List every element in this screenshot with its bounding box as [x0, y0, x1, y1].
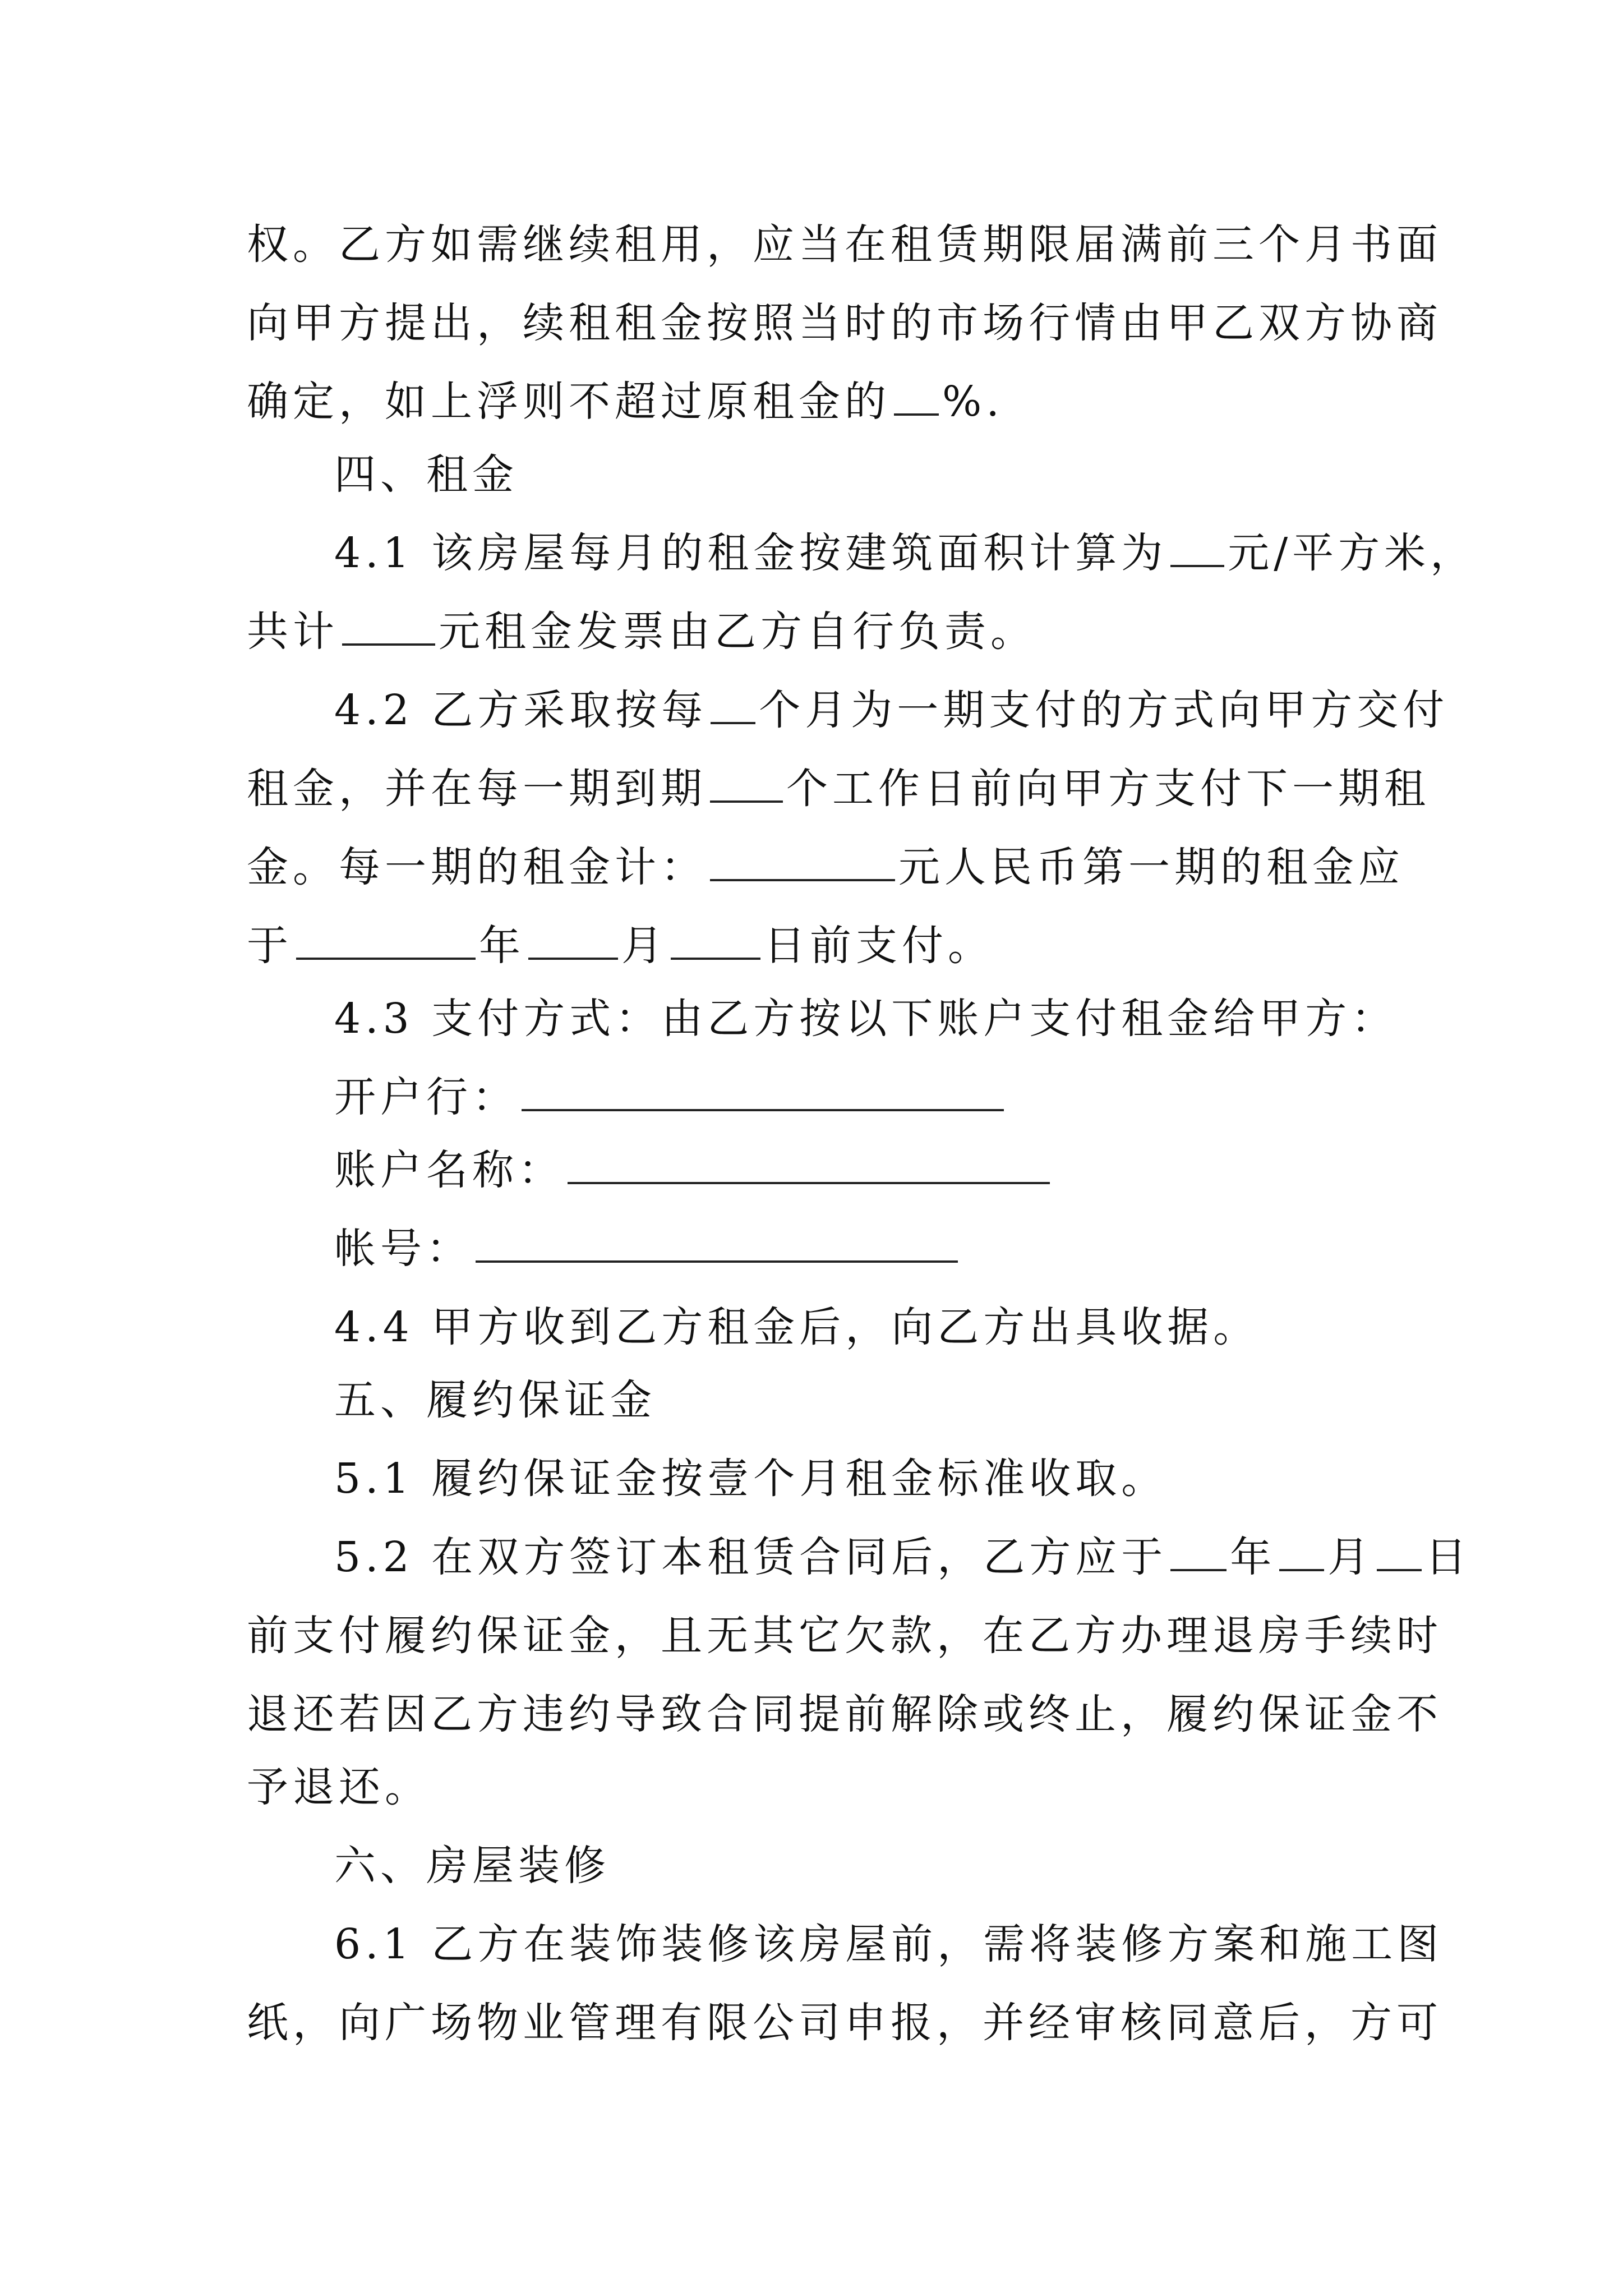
heading-text: 六、房屋装修 [334, 1842, 610, 1890]
line-text: 日前支付。 [764, 922, 994, 970]
fill-blank [710, 757, 783, 803]
section-heading [334, 435, 1478, 514]
line-text: 于 [247, 922, 293, 970]
account-name-line [334, 1131, 1478, 1209]
paragraph-line [247, 205, 1442, 284]
clause-line [334, 514, 1478, 592]
line-text: 5.2 在双方签订本租赁合同后，乙方应于 [334, 1533, 1168, 1581]
line-text: 予退还。 [247, 1763, 431, 1811]
field-label: 帐号： [334, 1225, 472, 1273]
line-text: 4.3 支付方式：由乙方按以下账户支付租金给甲方： [334, 995, 1398, 1043]
paragraph-line [247, 1984, 1442, 2062]
line-text: 元/平方米， [1228, 529, 1477, 577]
fill-blank [296, 914, 476, 960]
line-text: 前支付履约保证金，且无其它欠款，在乙方办理退房手续时 [247, 1612, 1442, 1660]
line-text: %. [942, 378, 1004, 426]
paragraph-line [247, 1675, 1442, 1754]
line-text: 4.4 甲方收到乙方租金后，向乙方出具收据。 [334, 1303, 1260, 1351]
fill-blank [476, 1217, 958, 1263]
line-text: 共计 [247, 608, 339, 656]
line-text: 金。每一期的租金计： [247, 843, 707, 891]
clause-line [334, 979, 1478, 1058]
line-text: 租金，并在每一期到期 [247, 765, 707, 813]
clause-line [334, 1439, 1478, 1518]
line-text: 确定，如上浮则不超过原租金的 [247, 378, 891, 426]
section-heading [334, 1826, 1478, 1905]
account-number-line [334, 1209, 1478, 1288]
line-text: 6.1 乙方在装饰装修该房屋前，需将装修方案和施工图 [334, 1920, 1444, 1968]
fill-blank [1377, 1525, 1422, 1571]
account-bank-line [334, 1058, 1478, 1137]
paragraph-line [247, 828, 1404, 907]
line-text: 年 [479, 922, 525, 970]
line-text: 纸，向广场物业管理有限公司申报，并经审核同意后，方可 [247, 1999, 1442, 2047]
clause-line [334, 671, 1478, 749]
fill-blank [710, 835, 895, 881]
line-text: 个月为一期支付的方式向甲方交付 [759, 686, 1449, 734]
line-text: 年 [1230, 1533, 1276, 1581]
fill-blank [568, 1138, 1050, 1184]
fill-blank [528, 914, 618, 960]
clause-line [334, 1288, 1478, 1366]
line-text: 向甲方提出，续租租金按照当时的市场行情由甲乙双方协商 [247, 299, 1442, 347]
line-text: 月 [1327, 1533, 1374, 1581]
clause-line [334, 1518, 1478, 1596]
paragraph-line [247, 1596, 1442, 1675]
fill-blank [1170, 521, 1224, 567]
fill-blank [671, 914, 760, 960]
line-text: 退还若因乙方违约导致合同提前解除或终止，履约保证金不 [247, 1690, 1442, 1738]
line-text: 月 [621, 922, 667, 970]
line-text: 5.1 履约保证金按壹个月租金标准收取。 [334, 1455, 1168, 1503]
line-text: 4.2 乙方采取按每 [334, 686, 708, 734]
fill-blank [1170, 1525, 1227, 1571]
paragraph-line [247, 749, 1430, 828]
fill-blank [711, 678, 755, 724]
section-heading [334, 1361, 1478, 1439]
line-text: 个工作日前向甲方支付下一期租 [786, 765, 1430, 813]
heading-text: 四、租金 [334, 450, 518, 499]
fill-blank [342, 600, 435, 646]
heading-text: 五、履约保证金 [334, 1376, 656, 1424]
fill-blank [894, 370, 939, 416]
paragraph-line [247, 362, 1391, 441]
field-label: 账户名称： [334, 1146, 564, 1194]
line-text: 元租金发票由乙方自行负责。 [439, 608, 1036, 656]
line-text: 元人民币第一期的租金应 [898, 843, 1404, 891]
paragraph-line [247, 1748, 1391, 1826]
field-label: 开户行： [334, 1073, 518, 1121]
paragraph-line [247, 907, 1391, 985]
fill-blank [522, 1065, 1004, 1111]
line-text: 4.1 该房屋每月的租金按建筑面积计算为 [334, 529, 1168, 577]
line-text: 权。乙方如需继续租用，应当在租赁期限届满前三个月书面 [247, 220, 1442, 269]
paragraph-line [247, 284, 1442, 362]
fill-blank [1279, 1525, 1324, 1571]
clause-line [334, 1905, 1478, 1984]
line-text: 日 [1425, 1533, 1472, 1581]
paragraph-line [247, 592, 1391, 671]
